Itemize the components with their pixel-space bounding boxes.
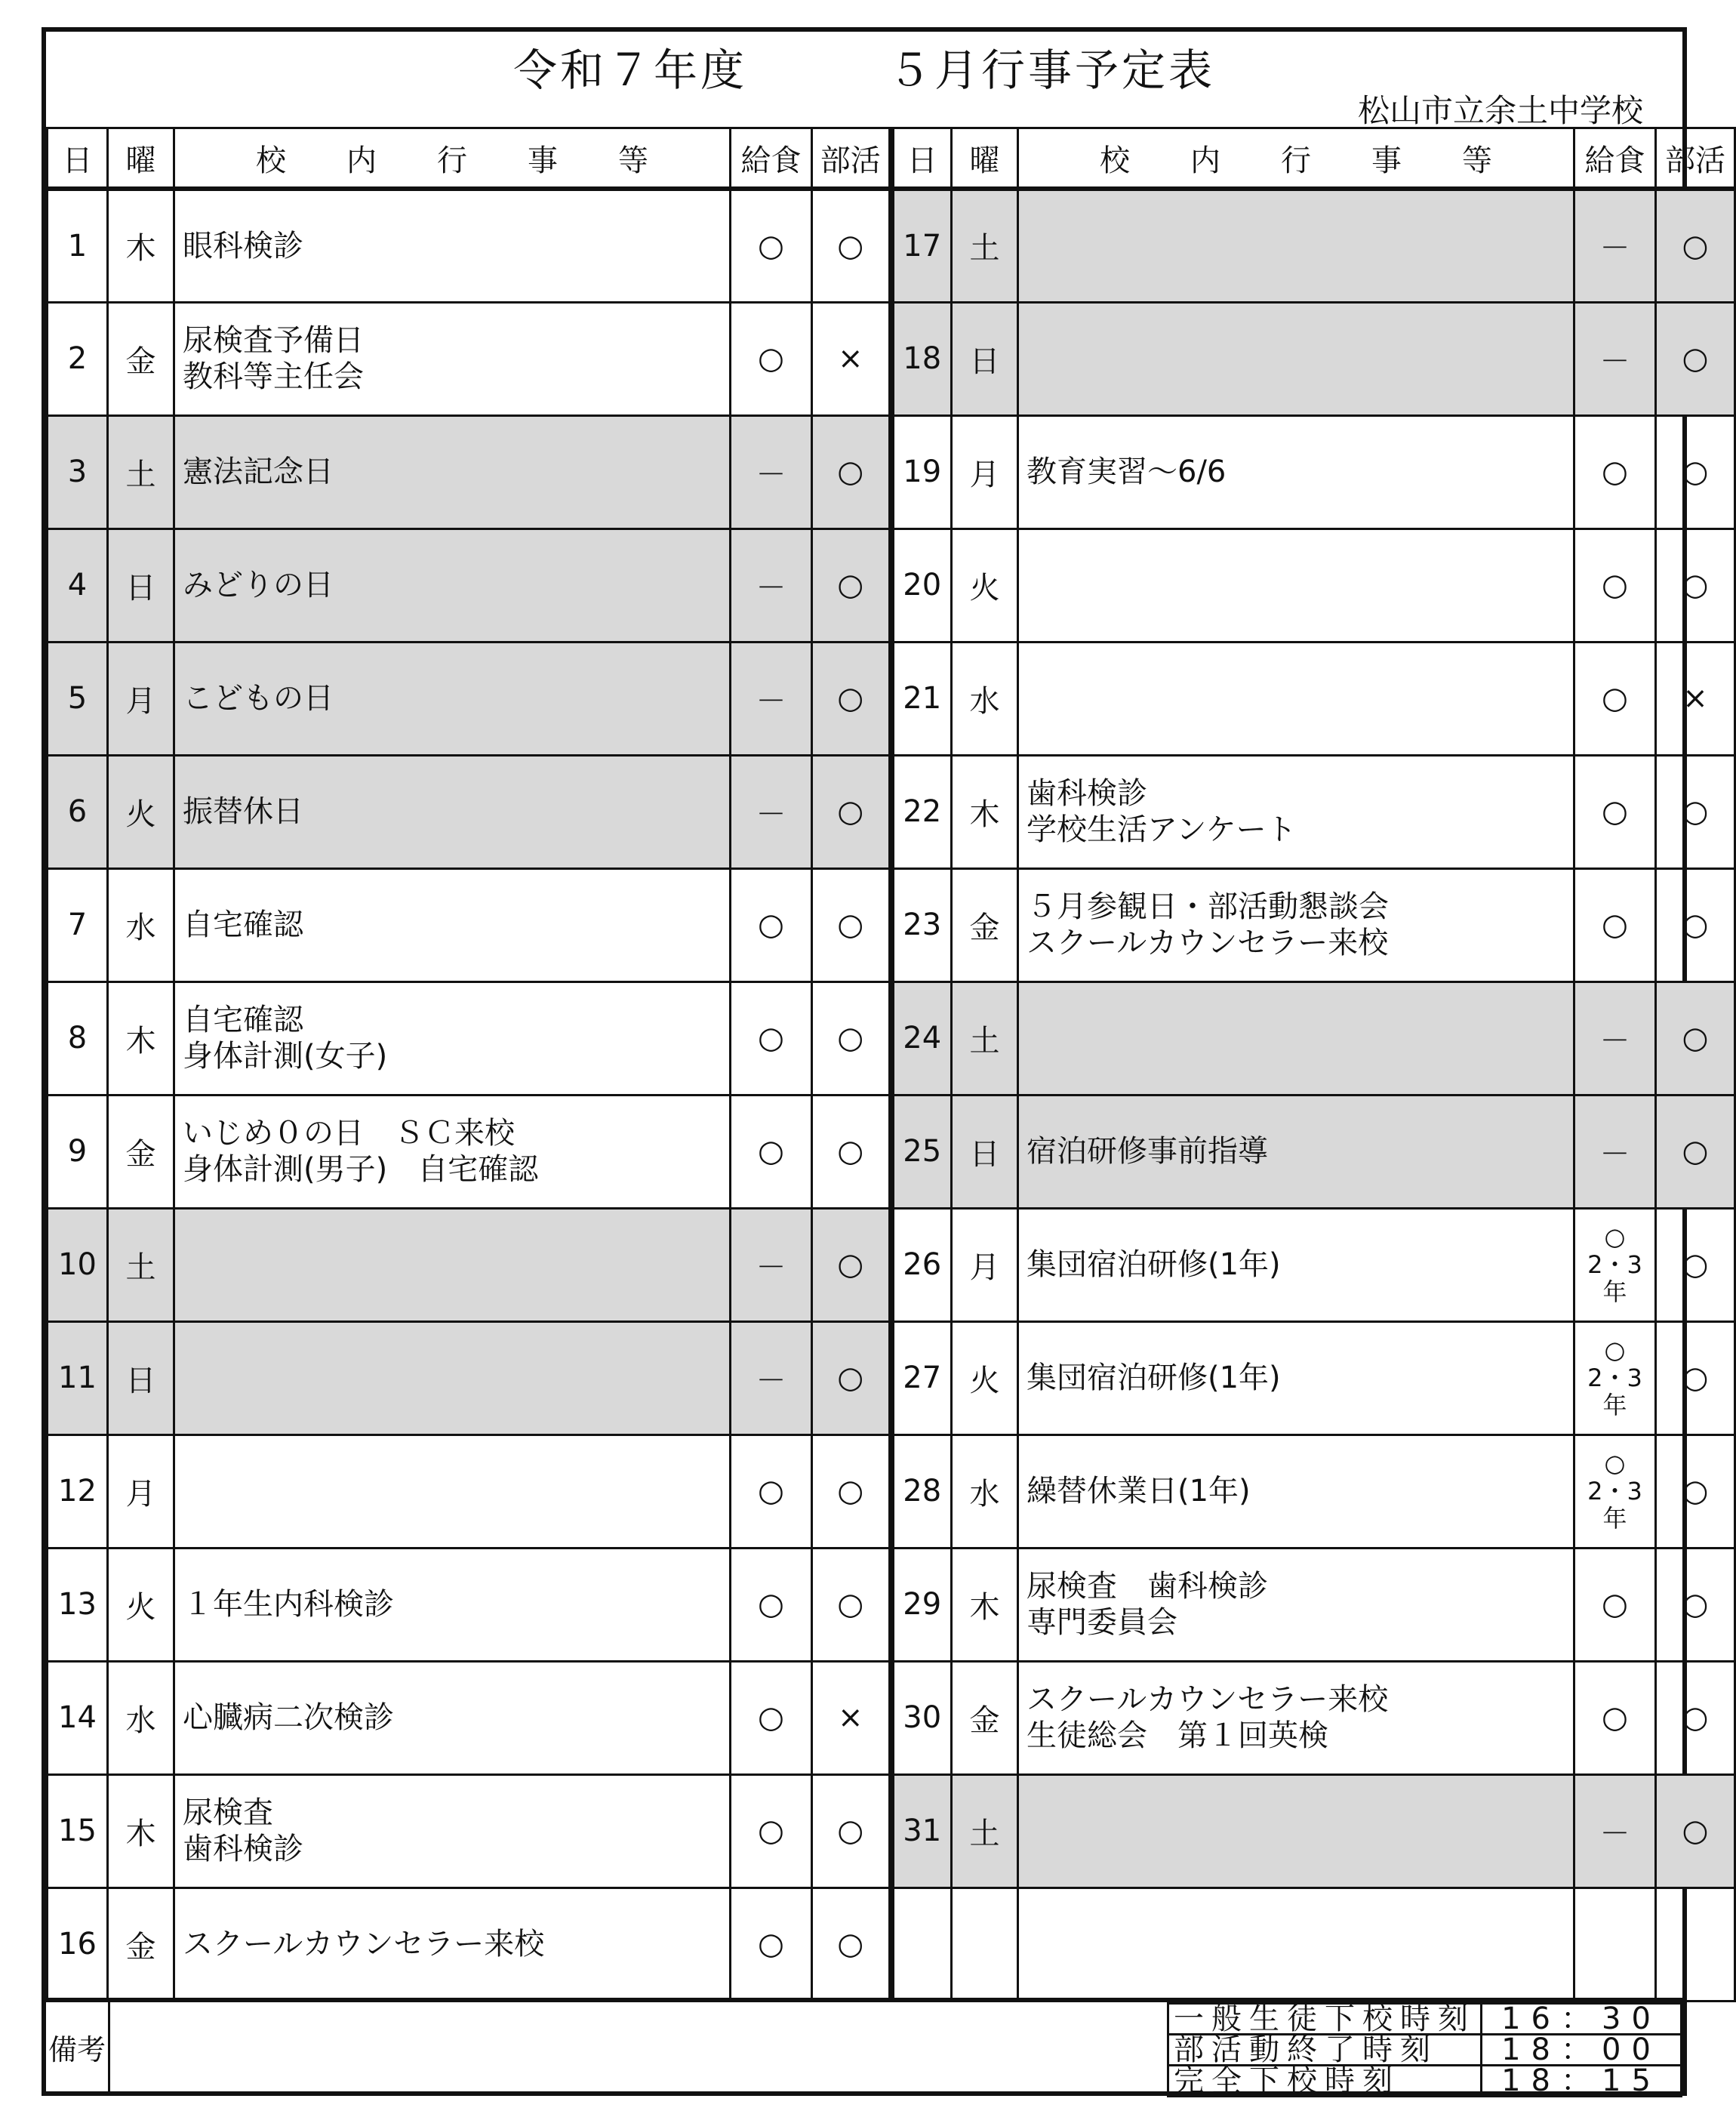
weekday: 木 bbox=[952, 755, 1018, 868]
meal-note: 2・3 bbox=[1587, 1476, 1642, 1505]
club-status: ○ bbox=[812, 1434, 891, 1548]
meal-mark: ○ bbox=[758, 341, 784, 376]
club-status: ○ bbox=[812, 1208, 891, 1321]
meal-mark: ○ bbox=[1604, 1335, 1626, 1364]
meal-mark: － bbox=[756, 683, 786, 719]
club-status: ○ bbox=[812, 1095, 891, 1208]
event-cell bbox=[174, 642, 731, 755]
weekday: 日 bbox=[952, 1095, 1018, 1208]
meal-status bbox=[1574, 868, 1656, 982]
meal-note: 年 bbox=[1602, 1277, 1627, 1307]
event-cell bbox=[1018, 642, 1574, 755]
club-status: ○ bbox=[812, 642, 891, 755]
weekday: 水 bbox=[108, 1661, 174, 1774]
table-row bbox=[48, 982, 1735, 1095]
meal-mark: － bbox=[1599, 1816, 1630, 1851]
notes-section bbox=[46, 1998, 1682, 2098]
event-cell bbox=[1018, 1548, 1574, 1661]
header-day: 日 bbox=[891, 128, 952, 190]
table-row bbox=[48, 1774, 1735, 1888]
weekday: 月 bbox=[108, 1434, 174, 1548]
weekday: 水 bbox=[108, 868, 174, 982]
weekday: 木 bbox=[108, 1774, 174, 1888]
meal-mark: ○ bbox=[758, 1700, 784, 1735]
day-number: 21 bbox=[891, 642, 952, 755]
meal-mark: － bbox=[756, 797, 786, 832]
table-row bbox=[48, 302, 1735, 415]
day-number: 6 bbox=[48, 755, 108, 868]
meal-mark: ○ bbox=[1602, 1587, 1628, 1622]
club-status: ○ bbox=[812, 1548, 891, 1661]
time-row bbox=[1168, 2066, 1682, 2097]
meal-status bbox=[731, 1774, 812, 1888]
day-number: 22 bbox=[891, 755, 952, 868]
day-number: 26 bbox=[891, 1208, 952, 1321]
day-number: 31 bbox=[891, 1774, 952, 1888]
event-text: スクールカウンセラー来校 bbox=[1027, 1682, 1389, 1717]
event-text: 眼科検診 bbox=[183, 228, 303, 263]
dismissal-times bbox=[1167, 2002, 1682, 2097]
weekday: 月 bbox=[952, 1208, 1018, 1321]
weekday: 水 bbox=[952, 642, 1018, 755]
club-status: ○ bbox=[1656, 868, 1735, 982]
club-status: ○ bbox=[812, 868, 891, 982]
day-number: 17 bbox=[891, 189, 952, 302]
event-text: １年生内科検診 bbox=[183, 1587, 394, 1622]
day-number: 9 bbox=[48, 1095, 108, 1208]
event-cell bbox=[1018, 302, 1574, 415]
meal-mark: － bbox=[1599, 1136, 1630, 1172]
meal-status bbox=[1574, 1208, 1656, 1321]
club-status: ○ bbox=[1656, 1208, 1735, 1321]
event-cell bbox=[174, 1208, 731, 1321]
weekday: 金 bbox=[108, 1888, 174, 2001]
club-status: × bbox=[812, 302, 891, 415]
meal-mark: － bbox=[1599, 344, 1630, 379]
meal-mark: ○ bbox=[758, 908, 784, 942]
meal-mark: ○ bbox=[1602, 794, 1628, 829]
meal-status bbox=[731, 1208, 812, 1321]
meal-mark: － bbox=[1599, 1023, 1630, 1059]
event-cell bbox=[174, 1774, 731, 1888]
event-text: 集団宿泊研修(1年) bbox=[1027, 1361, 1281, 1395]
weekday: 火 bbox=[952, 1321, 1018, 1434]
meal-status bbox=[1574, 415, 1656, 528]
weekday: 土 bbox=[952, 189, 1018, 302]
weekday: 火 bbox=[108, 755, 174, 868]
header-events: 校 内 行 事 等 bbox=[1018, 128, 1574, 190]
event-cell bbox=[1018, 1095, 1574, 1208]
meal-status bbox=[1574, 642, 1656, 755]
club-status: ○ bbox=[812, 189, 891, 302]
day-number: 1 bbox=[48, 189, 108, 302]
day-number: 12 bbox=[48, 1434, 108, 1548]
club-status: ○ bbox=[1656, 1434, 1735, 1548]
meal-mark: ○ bbox=[1602, 1700, 1628, 1735]
day-number: 13 bbox=[48, 1548, 108, 1661]
day-number: 3 bbox=[48, 415, 108, 528]
event-text: 尿検査予備日 bbox=[183, 323, 364, 358]
table-row bbox=[48, 415, 1735, 528]
schedule-sheet bbox=[42, 27, 1725, 2098]
time-row bbox=[1168, 2035, 1682, 2066]
event-cell bbox=[174, 189, 731, 302]
event-cell bbox=[174, 1661, 731, 1774]
club-status: ○ bbox=[812, 528, 891, 642]
meal-status bbox=[1574, 755, 1656, 868]
day-number: 20 bbox=[891, 528, 952, 642]
event-cell bbox=[1018, 528, 1574, 642]
day-number: 19 bbox=[891, 415, 952, 528]
table-row bbox=[48, 755, 1735, 868]
event-cell bbox=[1018, 415, 1574, 528]
club-status: ○ bbox=[1656, 1661, 1735, 1774]
club-status: ○ bbox=[1656, 755, 1735, 868]
event-cell bbox=[174, 528, 731, 642]
meal-mark: － bbox=[1599, 231, 1630, 267]
table-row bbox=[48, 1434, 1735, 1548]
club-status: ○ bbox=[1656, 1095, 1735, 1208]
weekday: 木 bbox=[952, 1548, 1018, 1661]
table-row bbox=[48, 1888, 1735, 2001]
meal-mark: ○ bbox=[1602, 681, 1628, 716]
meal-mark: ○ bbox=[758, 1474, 784, 1508]
table-row bbox=[48, 642, 1735, 755]
meal-note: 年 bbox=[1602, 1391, 1627, 1420]
day-number: 28 bbox=[891, 1434, 952, 1548]
header-club: 部活 bbox=[1656, 128, 1735, 190]
club-status: ○ bbox=[1656, 528, 1735, 642]
event-text: 自宅確認 bbox=[183, 908, 303, 942]
event-text: 尿検査 bbox=[183, 1795, 273, 1830]
event-cell bbox=[174, 868, 731, 982]
event-text: こどもの日 bbox=[183, 681, 334, 716]
day-number: 2 bbox=[48, 302, 108, 415]
meal-status bbox=[731, 1095, 812, 1208]
day-number: 24 bbox=[891, 982, 952, 1095]
event-cell bbox=[174, 1434, 731, 1548]
weekday: 金 bbox=[108, 302, 174, 415]
event-text: 身体計測(女子) bbox=[183, 1039, 388, 1074]
meal-status bbox=[731, 415, 812, 528]
club-status: ○ bbox=[812, 982, 891, 1095]
meal-status bbox=[731, 755, 812, 868]
club-status: ○ bbox=[1656, 1321, 1735, 1434]
weekday: 日 bbox=[108, 528, 174, 642]
event-cell bbox=[174, 982, 731, 1095]
event-cell bbox=[174, 302, 731, 415]
meal-note: 年 bbox=[1602, 1504, 1627, 1533]
meal-mark: ○ bbox=[1604, 1222, 1626, 1251]
day-number bbox=[891, 1888, 952, 2001]
event-text: 教育実習～6/6 bbox=[1027, 455, 1227, 489]
weekday: 木 bbox=[108, 189, 174, 302]
club-status: ○ bbox=[812, 1774, 891, 1888]
table-row bbox=[48, 1661, 1735, 1774]
event-text: 心臓病二次検診 bbox=[183, 1700, 394, 1735]
time-label: 部活動終了時刻 bbox=[1168, 2035, 1482, 2066]
club-status: × bbox=[1656, 642, 1735, 755]
meal-mark: ○ bbox=[1604, 1448, 1626, 1478]
event-cell bbox=[174, 415, 731, 528]
weekday: 日 bbox=[108, 1321, 174, 1434]
event-cell bbox=[1018, 1774, 1574, 1888]
meal-status bbox=[731, 642, 812, 755]
day-number: 15 bbox=[48, 1774, 108, 1888]
event-cell bbox=[1018, 1208, 1574, 1321]
day-number: 7 bbox=[48, 868, 108, 982]
day-number: 16 bbox=[48, 1888, 108, 2001]
header-day: 日 bbox=[48, 128, 108, 190]
day-number: 25 bbox=[891, 1095, 952, 1208]
page-title: 令和７年度 ５月行事予定表 bbox=[512, 45, 1215, 96]
table-row bbox=[48, 189, 1735, 302]
weekday: 月 bbox=[952, 415, 1018, 528]
event-cell bbox=[1018, 1661, 1574, 1774]
meal-mark: ○ bbox=[758, 1927, 784, 1961]
event-cell bbox=[1018, 1434, 1574, 1548]
event-text: 振替休日 bbox=[183, 794, 303, 829]
day-number: 11 bbox=[48, 1321, 108, 1434]
club-status: ○ bbox=[1656, 1774, 1735, 1888]
event-text: 歯科検診 bbox=[183, 1832, 303, 1866]
table-row bbox=[48, 528, 1735, 642]
meal-status bbox=[731, 1321, 812, 1434]
meal-mark: ○ bbox=[758, 1021, 784, 1055]
header-meal: 給食 bbox=[1574, 128, 1656, 190]
event-cell bbox=[1018, 755, 1574, 868]
meal-mark: － bbox=[756, 1363, 786, 1398]
event-text: 生徒総会 第１回英検 bbox=[1027, 1718, 1328, 1753]
meal-status bbox=[1574, 982, 1656, 1095]
meal-note: 2・3 bbox=[1587, 1363, 1642, 1392]
weekday: 土 bbox=[108, 415, 174, 528]
meal-mark: ○ bbox=[1602, 908, 1628, 942]
weekday: 月 bbox=[108, 642, 174, 755]
weekday: 金 bbox=[108, 1095, 174, 1208]
meal-status bbox=[1574, 1548, 1656, 1661]
time-value: 16：30 bbox=[1482, 2004, 1682, 2035]
club-status: ○ bbox=[812, 1321, 891, 1434]
schedule-body bbox=[48, 189, 1735, 2001]
weekday: 土 bbox=[952, 982, 1018, 1095]
event-cell bbox=[1018, 189, 1574, 302]
event-text: 学校生活アンケート bbox=[1027, 812, 1297, 847]
table-row bbox=[48, 1095, 1735, 1208]
event-cell bbox=[174, 1548, 731, 1661]
event-cell bbox=[174, 1888, 731, 2001]
weekday: 火 bbox=[108, 1548, 174, 1661]
event-text: 尿検査 歯科検診 bbox=[1027, 1569, 1268, 1604]
event-text: 専門委員会 bbox=[1027, 1605, 1177, 1640]
event-cell bbox=[1018, 1321, 1574, 1434]
time-row bbox=[1168, 2004, 1682, 2035]
day-number: 4 bbox=[48, 528, 108, 642]
meal-status bbox=[731, 1548, 812, 1661]
meal-status bbox=[1574, 1888, 1656, 2001]
meal-status bbox=[1574, 1434, 1656, 1548]
meal-status bbox=[731, 1661, 812, 1774]
event-cell bbox=[1018, 982, 1574, 1095]
table-row bbox=[48, 1548, 1735, 1661]
header-events: 校 内 行 事 等 bbox=[174, 128, 731, 190]
meal-status bbox=[1574, 528, 1656, 642]
event-cell bbox=[1018, 868, 1574, 982]
table-header-row bbox=[48, 128, 1735, 190]
meal-status bbox=[731, 1434, 812, 1548]
meal-mark: － bbox=[756, 457, 786, 492]
event-text: 自宅確認 bbox=[183, 1003, 303, 1037]
club-status: ○ bbox=[1656, 415, 1735, 528]
meal-status bbox=[1574, 189, 1656, 302]
weekday: 金 bbox=[952, 1661, 1018, 1774]
club-status bbox=[1656, 1888, 1735, 2001]
day-number: 30 bbox=[891, 1661, 952, 1774]
schedule-table bbox=[46, 127, 1736, 2002]
event-text: 教科等主任会 bbox=[183, 359, 364, 394]
day-number: 18 bbox=[891, 302, 952, 415]
event-text: スクールカウンセラー来校 bbox=[1027, 926, 1389, 960]
event-text: 集団宿泊研修(1年) bbox=[1027, 1247, 1281, 1282]
meal-mark: ○ bbox=[758, 1134, 784, 1169]
meal-status bbox=[731, 868, 812, 982]
event-text: 憲法記念日 bbox=[183, 455, 334, 489]
event-cell bbox=[174, 1321, 731, 1434]
event-text: ５月参観日・部活動懇談会 bbox=[1027, 889, 1389, 924]
event-text: 身体計測(男子) 自宅確認 bbox=[183, 1152, 539, 1187]
time-value: 18：00 bbox=[1482, 2035, 1682, 2066]
club-status: ○ bbox=[1656, 1548, 1735, 1661]
club-status: × bbox=[812, 1661, 891, 1774]
day-number: 27 bbox=[891, 1321, 952, 1434]
club-status: ○ bbox=[1656, 302, 1735, 415]
weekday: 土 bbox=[108, 1208, 174, 1321]
event-cell bbox=[174, 1095, 731, 1208]
event-text: いじめ０の日 ＳＣ来校 bbox=[183, 1116, 515, 1151]
table-row bbox=[48, 868, 1735, 982]
meal-status bbox=[731, 528, 812, 642]
meal-mark: － bbox=[756, 570, 786, 606]
event-cell bbox=[174, 755, 731, 868]
header-weekday: 曜 bbox=[108, 128, 174, 190]
weekday: 金 bbox=[952, 868, 1018, 982]
meal-status bbox=[1574, 1774, 1656, 1888]
meal-status bbox=[1574, 1321, 1656, 1434]
weekday: 日 bbox=[952, 302, 1018, 415]
meal-mark: ○ bbox=[1602, 568, 1628, 602]
meal-status bbox=[731, 189, 812, 302]
time-label: 完全下校時刻 bbox=[1168, 2066, 1482, 2097]
event-cell bbox=[1018, 1888, 1574, 2001]
header-club: 部活 bbox=[812, 128, 891, 190]
table-row bbox=[48, 1208, 1735, 1321]
meal-mark: ○ bbox=[1602, 455, 1628, 489]
club-status: ○ bbox=[812, 1888, 891, 2001]
weekday: 火 bbox=[952, 528, 1018, 642]
day-number: 14 bbox=[48, 1661, 108, 1774]
header-weekday: 曜 bbox=[952, 128, 1018, 190]
day-number: 8 bbox=[48, 982, 108, 1095]
day-number: 23 bbox=[891, 868, 952, 982]
meal-mark: ○ bbox=[758, 1587, 784, 1622]
club-status: ○ bbox=[812, 755, 891, 868]
meal-status bbox=[731, 1888, 812, 2001]
time-label: 一般生徒下校時刻 bbox=[1168, 2004, 1482, 2035]
meal-status bbox=[731, 302, 812, 415]
meal-status bbox=[1574, 302, 1656, 415]
weekday: 土 bbox=[952, 1774, 1018, 1888]
time-value: 18：15 bbox=[1482, 2066, 1682, 2097]
meal-note: 2・3 bbox=[1587, 1250, 1642, 1279]
club-status: ○ bbox=[1656, 982, 1735, 1095]
meal-mark: ○ bbox=[758, 228, 784, 263]
weekday: 水 bbox=[952, 1434, 1018, 1548]
club-status: ○ bbox=[1656, 189, 1735, 302]
day-number: 10 bbox=[48, 1208, 108, 1321]
event-text: 歯科検診 bbox=[1027, 776, 1147, 811]
meal-mark: ○ bbox=[758, 1814, 784, 1848]
notes-label: 備考 bbox=[46, 2002, 110, 2091]
event-text: みどりの日 bbox=[183, 568, 334, 602]
school-name: 松山市立余土中学校 bbox=[1357, 92, 1643, 129]
weekday bbox=[952, 1888, 1018, 2001]
club-status: ○ bbox=[812, 415, 891, 528]
event-text: 繰替休業日(1年) bbox=[1027, 1474, 1251, 1508]
meal-status bbox=[1574, 1661, 1656, 1774]
table-row bbox=[48, 1321, 1735, 1434]
meal-status bbox=[731, 982, 812, 1095]
header-meal: 給食 bbox=[731, 128, 812, 190]
day-number: 5 bbox=[48, 642, 108, 755]
event-text: スクールカウンセラー来校 bbox=[183, 1927, 545, 1961]
meal-mark: － bbox=[756, 1250, 786, 1285]
meal-status bbox=[1574, 1095, 1656, 1208]
event-text: 宿泊研修事前指導 bbox=[1027, 1134, 1268, 1169]
day-number: 29 bbox=[891, 1548, 952, 1661]
weekday: 木 bbox=[108, 982, 174, 1095]
